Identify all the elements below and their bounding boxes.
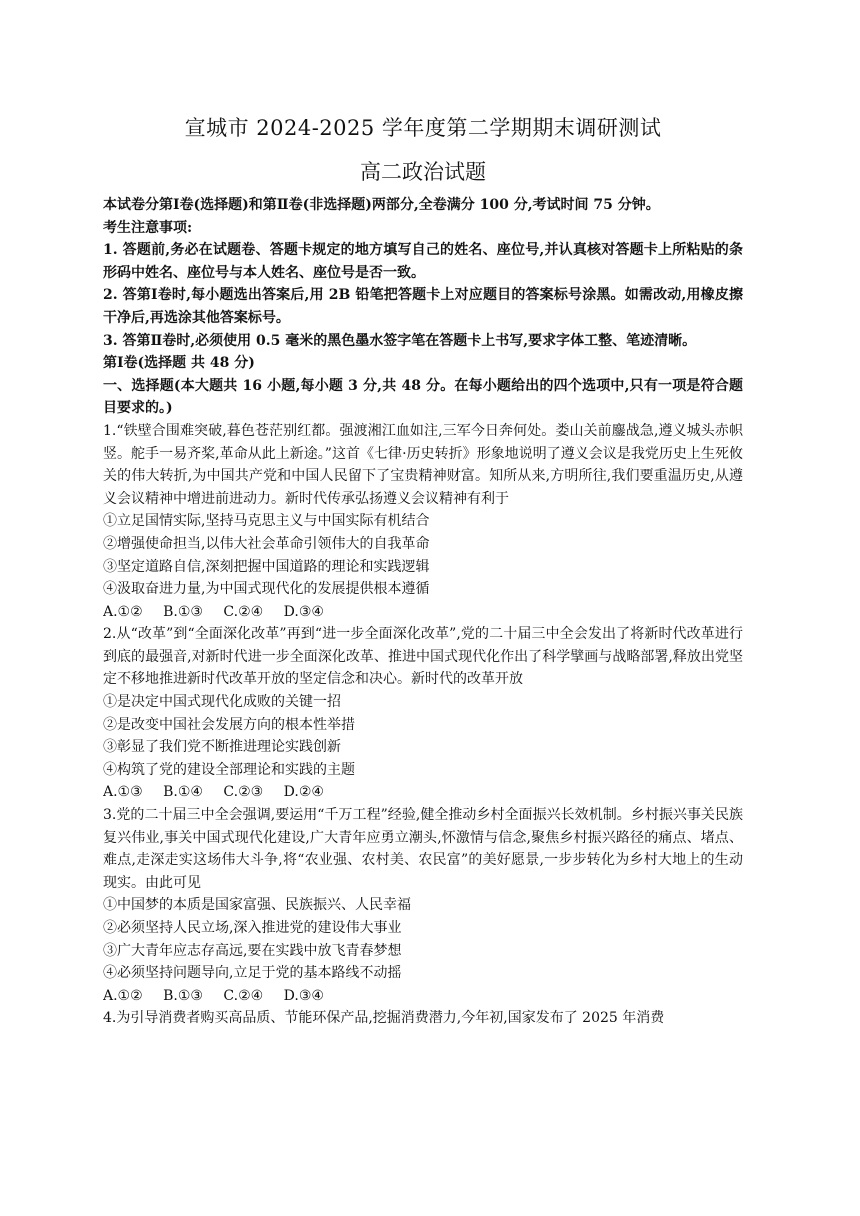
statement-item: ②增强使命担当,以伟大社会革命引领伟大的自我革命 <box>103 535 430 552</box>
statement-item: ①是决定中国式现代化成败的关键一招 <box>103 694 341 711</box>
option-b: B.①③ <box>163 603 203 620</box>
intro-line: 本试卷分第Ⅰ卷(选择题)和第Ⅱ卷(非选择题)两部分,全卷满分 100 分,考试时间 75 分钟。 <box>103 197 660 213</box>
statement-item: ①立足国情实际,坚持马克思主义与中国实际有机结合 <box>103 513 430 530</box>
section-heading: 第Ⅰ卷(选择题 共 48 分) <box>103 355 255 372</box>
exam-title: 宣城市 2024-2025 学年度第二学期期末调研测试 <box>184 116 662 140</box>
question-stem: 3.党的二十届三中全会强调,要运用“千万工程”经验,健全推动乡村全面振兴长效机制。乡村振兴事关民族复兴伟业,事关中国式现代化建设,广大青年应勇立潮头,怀激情与信念,聚焦乡村振兴路径的痛点、堵点、难点,走深走实这场伟大斗争,将“农业强、农村美、农民富”的美好愿景,一步步转化为乡村大地上的生动现实。由此可见 <box>103 807 743 891</box>
note-item: 1. 答题前,务必在试题卷、答题卡规定的地方填写自己的姓名、座位号,并认真核对答题卡上所粘贴的条形码中姓名、座位号与本人姓名、座位号是否一致。 <box>103 242 743 281</box>
note-item: 3. 答第Ⅱ卷时,必须使用 0.5 毫米的黑色墨水签字笔在答题卡上书写,要求字体工整、笔迹清晰。 <box>103 332 697 349</box>
statement-item: ②是改变中国社会发展方向的根本性举措 <box>103 716 355 733</box>
option-b: B.①④ <box>163 784 203 801</box>
exam-intro <box>103 194 743 352</box>
option-a: A.①② <box>103 987 143 1004</box>
question-1 <box>103 420 743 623</box>
option-c: C.②④ <box>223 987 264 1004</box>
exam-page <box>103 110 743 1030</box>
option-c: C.②③ <box>223 784 264 801</box>
option-d: D.②④ <box>283 784 324 801</box>
question-3 <box>103 804 743 1007</box>
answer-options <box>103 985 743 1008</box>
statement-item: ④汲取奋进力量,为中国式现代化的发展提供根本遵循 <box>103 581 430 598</box>
statement-item: ④必须坚持问题导向,立足于党的基本路线不动摇 <box>103 965 402 982</box>
answer-options <box>103 601 743 624</box>
statement-item: ②必须坚持人民立场,深入推进党的建设伟大事业 <box>103 920 402 936</box>
option-a: A.①③ <box>103 784 143 801</box>
question-stem: 2.从“改革”到“全面深化改革”再到“进一步全面深化改革”,党的二十届三中全会发出了将新时代改革进行到底的最强音,对新时代进一步全面深化改革、推进中国式现代化作出了科学擘画与战略部署,释放出党坚定不移地推进新时代改革开放的坚定信念和决心。新时代的改革开放 <box>103 626 743 688</box>
option-d: D.③④ <box>283 603 324 620</box>
option-b: B.①③ <box>163 987 203 1004</box>
statement-item: ④构筑了党的建设全部理论和实践的主题 <box>103 761 355 778</box>
question-stem: 4.为引导消费者购买高品质、节能环保产品,挖掘消费潜力,今年初,国家发布了 2025 年消费 <box>103 1010 665 1027</box>
note-item: 2. 答第Ⅰ卷时,每小题选出答案后,用 2B 铅笔把答题卡上对应题目的答案标号涂黑。如需改动,用橡皮擦干净后,再选涂其他答案标号。 <box>103 287 743 326</box>
question-4 <box>103 1007 743 1030</box>
statement-item: ①中国梦的本质是国家富强、民族振兴、人民幸福 <box>103 897 411 914</box>
option-a: A.①② <box>103 603 143 620</box>
answer-options <box>103 781 743 804</box>
statement-item: ③彰显了我们党不断推进理论实践创新 <box>103 739 341 756</box>
statement-item: ③广大青年应志存高远,要在实践中放飞青春梦想 <box>103 942 402 959</box>
question-stem: 1.“铁壁合围难突破,暮色苍茫别红都。强渡湘江血如注,三军今日奔何处。娄山关前鏖战急,遵义城头赤帜竖。舵手一易齐桨,革命从此上新途。”这首《七律·历史转折》形象地说明了遵义会议是我党历史上生死攸关的伟大转折,为中国共产党和中国人民留下了宝贵精神财富。知所从来,方明所往,我们要重温历史,从遵义会议精神中增进前进动力。新时代传承弘扬遵义会议精神有利于 <box>103 422 743 507</box>
question-2 <box>103 623 743 804</box>
statement-item: ③坚定道路自信,深刻把握中国道路的理论和实践逻辑 <box>103 558 430 575</box>
option-c: C.②④ <box>223 603 264 620</box>
section-instruction: 一、选择题(本大题共 16 小题,每小题 3 分,共 48 分。在每小题给出的四个选项中,只有一项是符合题目要求的。) <box>103 377 743 417</box>
notes-heading: 考生注意事项: <box>103 219 193 236</box>
option-d: D.③④ <box>283 987 324 1004</box>
exam-subtitle: 高二政治试题 <box>360 160 486 184</box>
